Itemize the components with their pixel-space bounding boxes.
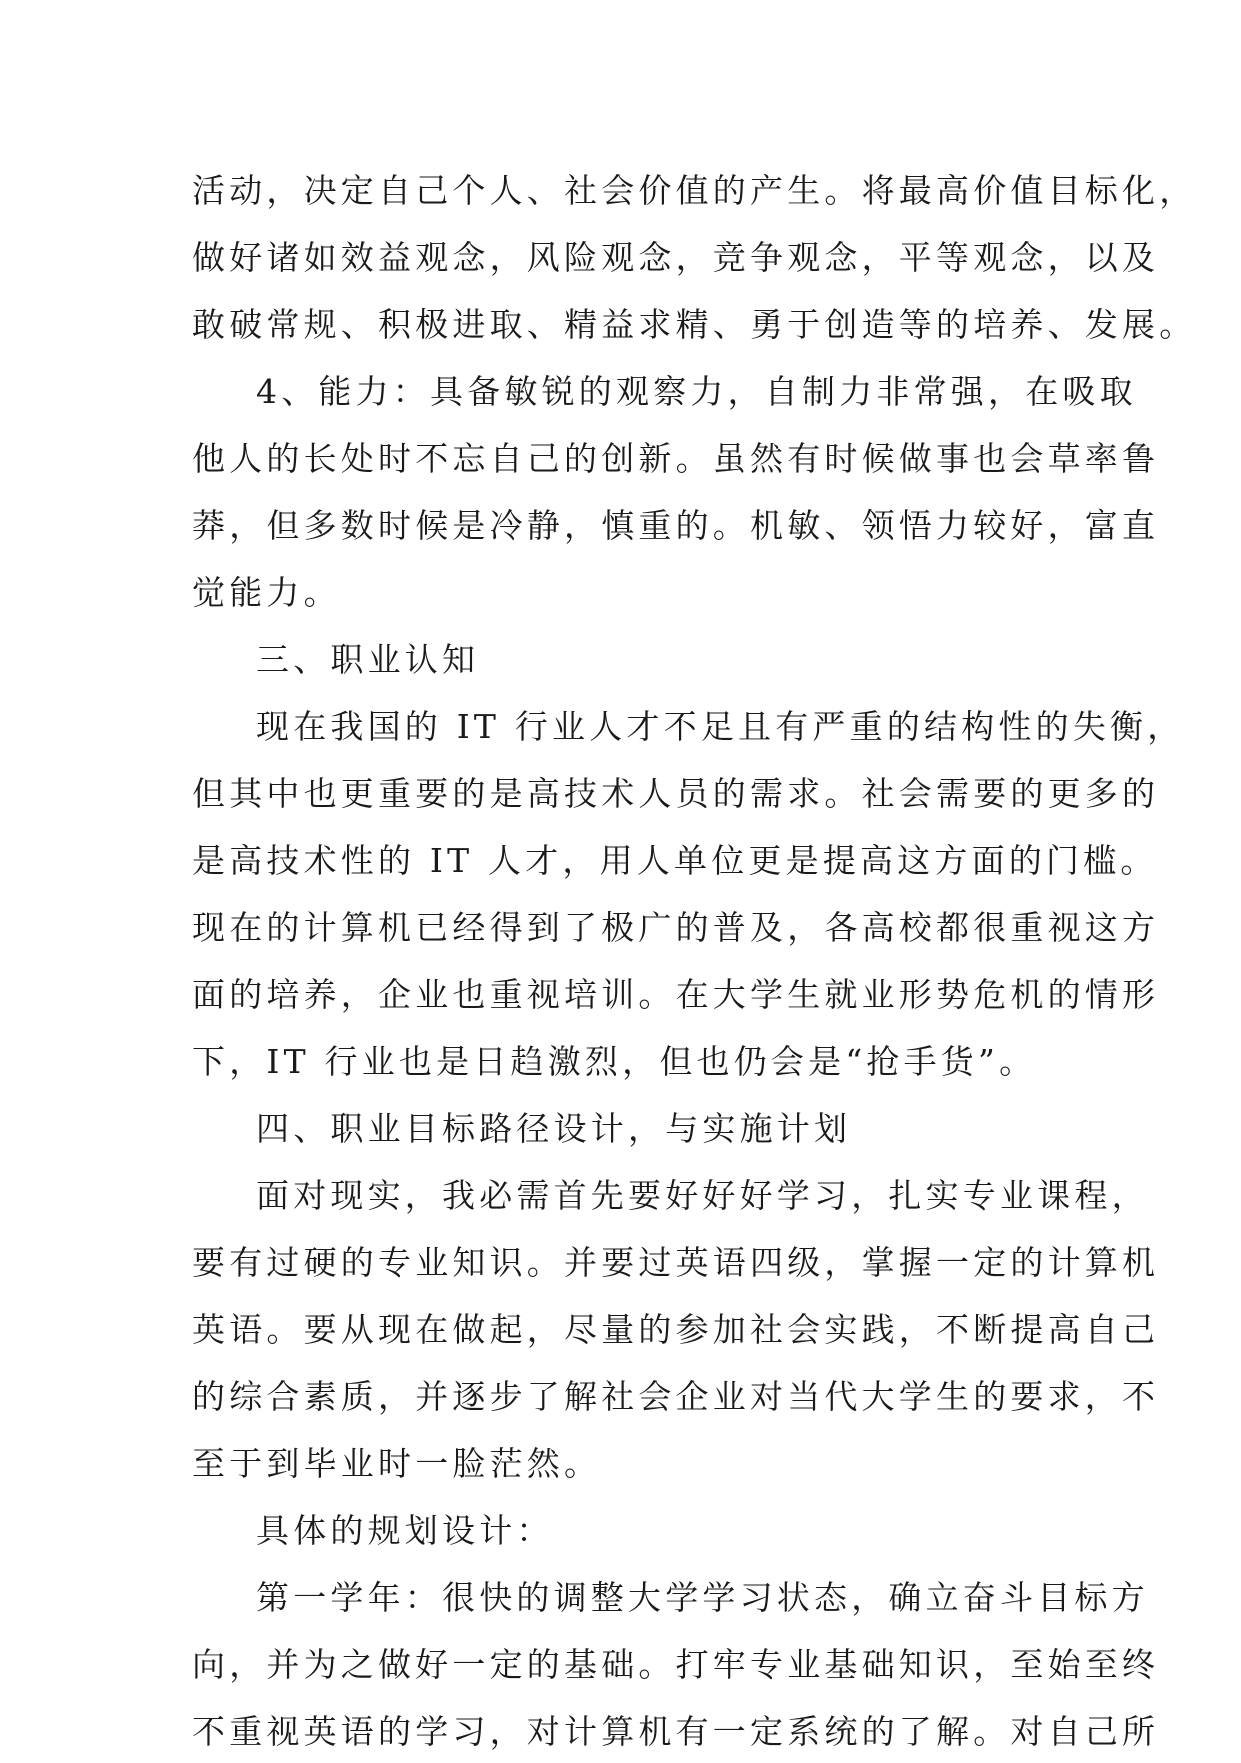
text-line: 至于到毕业时一脸茫然。 bbox=[192, 1444, 602, 1483]
text-line: 向，并为之做好一定的基础。打牢专业基础知识，至始至终 bbox=[192, 1645, 1160, 1684]
text-line: 下，IT 行业也是日趋激烈，但也仍会是“抢手货”。 bbox=[192, 1042, 1037, 1081]
text-line: 具体的规划设计： bbox=[256, 1511, 554, 1550]
text-line: 不重视英语的学习，对计算机有一定系统的了解。对自己所 bbox=[192, 1712, 1160, 1751]
text-line: 第一学年：很快的调整大学学习状态，确立奋斗目标方 bbox=[256, 1578, 1149, 1617]
text-line: 他人的长处时不忘自己的创新。虽然有时候做事也会草率鲁 bbox=[192, 439, 1160, 478]
text-line: 现在我国的 IT 行业人才不足且有严重的结构性的失衡， bbox=[256, 707, 1185, 746]
text-line: 做好诸如效益观念，风险观念，竞争观念，平等观念，以及 bbox=[192, 238, 1160, 277]
text-line: 面的培养，企业也重视培训。在大学生就业形势危机的情形 bbox=[192, 975, 1160, 1014]
text-line: 4、能力：具备敏锐的观察力，自制力非常强，在吸取 bbox=[256, 372, 1137, 411]
text-line: 现在的计算机已经得到了极广的普及，各高校都很重视这方 bbox=[192, 908, 1160, 947]
section-heading: 三、职业认知 bbox=[256, 640, 480, 679]
text-line: 觉能力。 bbox=[192, 573, 341, 612]
text-line: 要有过硬的专业知识。并要过英语四级，掌握一定的计算机 bbox=[192, 1243, 1160, 1282]
text-line: 英语。要从现在做起，尽量的参加社会实践，不断提高自己 bbox=[192, 1310, 1160, 1349]
text-line: 敢破常规、积极进取、精益求精、勇于创造等的培养、发展。 bbox=[192, 305, 1197, 344]
text-line: 的综合素质，并逐步了解社会企业对当代大学生的要求，不 bbox=[192, 1377, 1160, 1416]
text-line: 是高技术性的 IT 人才，用人单位更是提高这方面的门槛。 bbox=[192, 841, 1158, 880]
text-line: 但其中也更重要的是高技术人员的需求。社会需要的更多的 bbox=[192, 774, 1160, 813]
text-line: 莽，但多数时候是冷静，慎重的。机敏、领悟力较好，富直 bbox=[192, 506, 1160, 545]
text-line: 面对现实，我必需首先要好好好学习，扎实专业课程， bbox=[256, 1176, 1149, 1215]
text-line: 活动，决定自己个人、社会价值的产生。将最高价值目标化， bbox=[192, 171, 1197, 210]
section-heading: 四、职业目标路径设计，与实施计划 bbox=[256, 1109, 852, 1148]
